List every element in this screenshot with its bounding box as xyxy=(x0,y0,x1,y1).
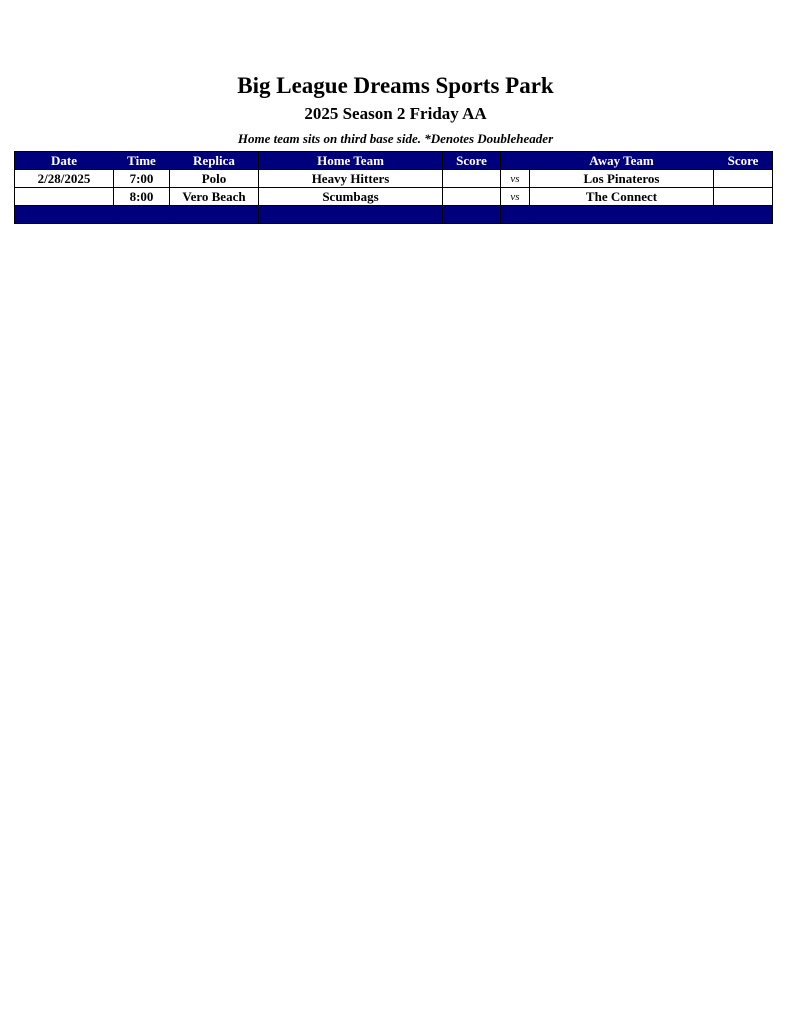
schedule-note: Home team sits on third base side. *Denotes Doubleheader xyxy=(237,131,554,146)
game-date: 2/28/2025 xyxy=(15,170,114,188)
footer-cell xyxy=(114,206,170,224)
game-time: 7:00 xyxy=(114,170,170,188)
table-row xyxy=(15,170,773,188)
column-header-date: Date xyxy=(15,152,114,170)
game-date xyxy=(15,188,114,206)
table-row xyxy=(15,188,773,206)
season-subtitle: 2025 Season 2 Friday AA xyxy=(304,104,487,123)
game-replica: Vero Beach xyxy=(170,188,259,206)
column-header-vs xyxy=(501,152,530,170)
page-title: Big League Dreams Sports Park xyxy=(237,73,554,98)
column-header-home-team: Home Team xyxy=(259,152,443,170)
column-header-away-team: Away Team xyxy=(530,152,714,170)
home-team: Scumbags xyxy=(259,188,443,206)
home-score-cell xyxy=(443,188,501,206)
away-score-cell xyxy=(714,170,773,188)
column-header-home-score: Score xyxy=(443,152,501,170)
schedule-table xyxy=(14,151,773,224)
footer-cell xyxy=(443,206,501,224)
column-header-replica: Replica xyxy=(170,152,259,170)
column-header-time: Time xyxy=(114,152,170,170)
home-score-cell xyxy=(443,170,501,188)
away-team: Los Pinateros xyxy=(530,170,714,188)
game-time: 8:00 xyxy=(114,188,170,206)
home-team: Heavy Hitters xyxy=(259,170,443,188)
table-header-row xyxy=(15,152,773,170)
vs-label: vs xyxy=(501,188,530,206)
away-score-cell xyxy=(714,188,773,206)
footer-cell xyxy=(15,206,114,224)
footer-cell xyxy=(501,206,530,224)
column-header-away-score: Score xyxy=(714,152,773,170)
footer-cell xyxy=(714,206,773,224)
footer-cell xyxy=(530,206,714,224)
footer-cell xyxy=(259,206,443,224)
table-footer-row xyxy=(15,206,773,224)
footer-cell xyxy=(170,206,259,224)
away-team: The Connect xyxy=(530,188,714,206)
vs-label: vs xyxy=(501,170,530,188)
game-replica: Polo xyxy=(170,170,259,188)
